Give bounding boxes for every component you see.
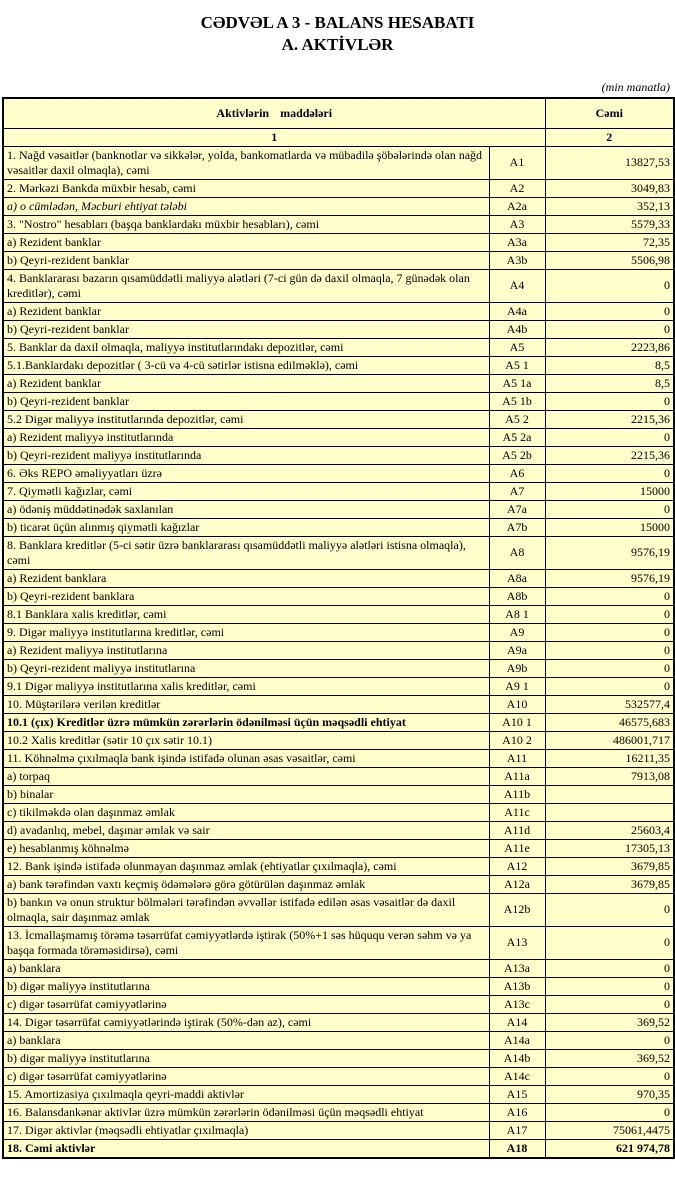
row-label-cell: 2. Mərkəzi Bankda müxbir hesab, cəmi [3,179,489,197]
row-value-cell: 0 [545,1067,674,1085]
row-label-cell: a) Rezident maliyyə institutlarına [3,641,489,659]
row-code-cell: A11c [489,803,545,821]
row-code-cell: A12a [489,875,545,893]
row-code-cell: A2 [489,179,545,197]
row-code-cell: A8 [489,536,545,569]
table-row [3,1049,674,1067]
table-row [3,302,674,320]
row-label-cell: a) torpaq [3,767,489,785]
table-row [3,1013,674,1031]
row-code-cell: A14 [489,1013,545,1031]
row-label-cell: 6. Əks REPO əməliyyatları üzrə [3,464,489,482]
table-row [3,320,674,338]
column-number-2: 2 [545,128,674,146]
row-code-cell: A13a [489,959,545,977]
row-code-cell: A9 [489,623,545,641]
table-row [3,695,674,713]
row-value-cell: 2223,86 [545,338,674,356]
row-label-cell: d) avadanlıq, mebel, daşınar əmlak və sair [3,821,489,839]
row-code-cell: A5 2a [489,428,545,446]
row-code-cell: A13b [489,977,545,995]
table-row [3,392,674,410]
row-value-cell: 9576,19 [545,569,674,587]
row-label-cell: c) digər təsərrüfat cəmiyyətlərinə [3,995,489,1013]
row-value-cell: 0 [545,926,674,959]
row-value-cell: 0 [545,659,674,677]
row-label-cell: 3. "Nostro" hesabları (başqa banklardakı müxbir hesabları), cəmi [3,215,489,233]
row-code-cell: A2a [489,197,545,215]
row-label-cell: 12. Bank işində istifadə olunmayan daşınmaz əmlak (ehtiyatlar çıxılmaqla), cəmi [3,857,489,875]
row-label-cell: 15. Amortizasiya çıxılmaqla qeyri-maddi aktivlər [3,1085,489,1103]
row-value-cell: 369,52 [545,1049,674,1067]
row-value-cell: 5506,98 [545,251,674,269]
row-code-cell: A13 [489,926,545,959]
row-value-cell: 0 [545,623,674,641]
row-label-cell: a) banklara [3,959,489,977]
row-code-cell: A8 1 [489,605,545,623]
row-label-cell: a) bank tərəfindən vaxtı keçmiş ödəmələrə görə götürülən daşınmaz əmlak [3,875,489,893]
table-row [3,623,674,641]
row-code-cell: A4a [489,302,545,320]
row-value-cell: 0 [545,959,674,977]
row-value-cell: 3049,83 [545,179,674,197]
row-value-cell: 970,35 [545,1085,674,1103]
row-label-cell: a) banklara [3,1031,489,1049]
row-label-cell: a) o cümlədən, Məcburi ehtiyat tələbi [3,197,489,215]
table-row [3,641,674,659]
row-label-cell: b) digər maliyyə institutlarına [3,977,489,995]
row-value-cell: 3679,85 [545,875,674,893]
table-row [3,803,674,821]
row-label-cell: a) Rezident banklar [3,302,489,320]
row-value-cell: 8,5 [545,374,674,392]
row-label-cell: b) binalar [3,785,489,803]
row-code-cell: A5 1 [489,356,545,374]
table-head [3,98,674,146]
row-value-cell: 486001,717 [545,731,674,749]
row-value-cell: 0 [545,995,674,1013]
row-label-cell: 13. İcmallaşmamış törəmə təsərrüfat cəmiyyətlərdə iştirak (50%+1 səs hüququ verən səhm və ya başqa formada törəməsidirsə), cəmi [3,926,489,959]
row-code-cell: A18 [489,1139,545,1158]
row-code-cell: A11a [489,767,545,785]
table-row [3,482,674,500]
row-value-cell: 25603,4 [545,821,674,839]
row-code-cell: A11b [489,785,545,803]
row-label-cell: 5. Banklar da daxil olmaqla, maliyyə institutlarındakı depozitlər, cəmi [3,338,489,356]
row-label-cell: a) Rezident banklar [3,233,489,251]
row-value-cell: 0 [545,500,674,518]
items-column-header: Aktivlərin maddələri [3,98,545,128]
table-row [3,1121,674,1139]
row-code-cell: A14c [489,1067,545,1085]
row-code-cell: A9b [489,659,545,677]
row-label-cell: b) bankın və onun struktur bölmələri tərəfindən əvvəllər istifadə edilən əsas vəsaitlər də daxil olmaqla, sair daşınmaz əmlak [3,893,489,926]
row-label-cell: b) Qeyri-rezident banklar [3,251,489,269]
row-label-cell: b) Qeyri-rezident banklar [3,320,489,338]
row-label-cell: 4. Banklararası bazarın qısamüddətli maliyyə alətləri (7-ci gün də daxil olmaqla, 7 günədək olan kreditlər), cəmi [3,269,489,302]
row-code-cell: A3 [489,215,545,233]
row-label-cell: e) hesablanmış köhnəlmə [3,839,489,857]
row-code-cell: A7b [489,518,545,536]
row-value-cell: 0 [545,641,674,659]
row-label-cell: a) Rezident banklar [3,374,489,392]
row-label-cell: 8. Banklara kreditlər (5-ci sətir üzrə banklararası qısamüddətli maliyyə alətləri istisna olmaqla), cəmi [3,536,489,569]
table-row [3,875,674,893]
row-value-cell: 2215,36 [545,446,674,464]
row-code-cell: A10 1 [489,713,545,731]
row-value-cell: 0 [545,302,674,320]
page-title [2,12,673,56]
row-value-cell: 15000 [545,482,674,500]
row-value-cell: 0 [545,677,674,695]
row-code-cell: A6 [489,464,545,482]
row-value-cell: 0 [545,1031,674,1049]
title-line-1: CƏDVƏL A 3 - BALANS HESABATI [200,13,475,32]
row-label-cell: b) Qeyri-rezident banklar [3,392,489,410]
table-row [3,356,674,374]
table-row [3,410,674,428]
row-value-cell: 75061,4475 [545,1121,674,1139]
table-row [3,179,674,197]
row-value-cell [545,785,674,803]
row-code-cell: A1 [489,146,545,179]
row-code-cell: A12b [489,893,545,926]
assets-table [2,97,675,1159]
table-row [3,1085,674,1103]
row-label-cell: c) digər təsərrüfat cəmiyyətlərinə [3,1067,489,1085]
column-number-row [3,128,674,146]
table-row [3,677,674,695]
table-row [3,767,674,785]
table-row [3,839,674,857]
row-label-cell: b) digər maliyyə institutlarına [3,1049,489,1067]
row-code-cell: A7a [489,500,545,518]
row-label-cell: 14. Digər təsərrüfat cəmiyyətlərində iştirak (50%-dən az), cəmi [3,1013,489,1031]
row-value-cell: 0 [545,320,674,338]
row-value-cell: 46575,683 [545,713,674,731]
table-row [3,269,674,302]
units-note: (min manatla) [601,80,670,95]
row-label-cell: 11. Köhnəlmə çıxılmaqla bank işində istifadə olunan əsas vəsaitlər, cəmi [3,749,489,767]
row-code-cell: A15 [489,1085,545,1103]
row-value-cell: 2215,36 [545,410,674,428]
column-number-1: 1 [3,128,545,146]
row-label-cell: b) Qeyri-rezident maliyyə institutlarında [3,446,489,464]
row-value-cell: 0 [545,893,674,926]
row-value-cell: 0 [545,428,674,446]
row-value-cell: 0 [545,605,674,623]
table-row [3,428,674,446]
row-label-cell: 10.1 (çıx) Kreditlər üzrə mümkün zərərlərin ödənilməsi üçün məqsədli ehtiyat [3,713,489,731]
row-label-cell: 18. Cəmi aktivlər [3,1139,489,1158]
row-value-cell: 72,35 [545,233,674,251]
row-value-cell: 9576,19 [545,536,674,569]
row-value-cell: 5579,33 [545,215,674,233]
row-code-cell: A8a [489,569,545,587]
row-code-cell: A9 1 [489,677,545,695]
row-label-cell: 7. Qiymətli kağızlar, cəmi [3,482,489,500]
table-row [3,977,674,995]
row-label-cell: 10. Müştərilərə verilən kreditlər [3,695,489,713]
row-code-cell: A4b [489,320,545,338]
row-label-cell: 17. Digər aktivlər (məqsədli ehtiyatlar çıxılmaqla) [3,1121,489,1139]
table-row [3,464,674,482]
table-row [3,233,674,251]
row-code-cell: A16 [489,1103,545,1121]
table-row [3,518,674,536]
table-row [3,857,674,875]
row-code-cell: A4 [489,269,545,302]
row-code-cell: A7 [489,482,545,500]
title-line-2: A. AKTİVLƏR [281,35,394,55]
table-row [3,197,674,215]
row-label-cell: a) Rezident maliyyə institutlarında [3,428,489,446]
table-row [3,374,674,392]
table-row [3,1139,674,1158]
row-value-cell: 369,52 [545,1013,674,1031]
row-code-cell: A8b [489,587,545,605]
row-code-cell: A5 1b [489,392,545,410]
table-row [3,821,674,839]
table-row [3,995,674,1013]
table-row [3,569,674,587]
table-row [3,1103,674,1121]
table-row [3,926,674,959]
row-code-cell: A5 2 [489,410,545,428]
row-value-cell: 0 [545,269,674,302]
row-value-cell: 8,5 [545,356,674,374]
table-row [3,785,674,803]
row-label-cell: 9. Digər maliyyə institutlarına kreditlər, cəmi [3,623,489,641]
row-value-cell: 17305,13 [545,839,674,857]
row-label-cell: 1. Nağd vəsaitlər (banknotlar və sikkələr, yolda, bankomatlarda və mübadilə şöbələrində olan nağd vəsaitlər daxil olmaqla), cəmi [3,146,489,179]
row-label-cell: 5.1.Banklardakı depozitlər ( 3-cü və 4-cü sətirlər istisna edilməklə), cəmi [3,356,489,374]
row-code-cell: A12 [489,857,545,875]
table-row [3,500,674,518]
row-label-cell: a) Rezident banklara [3,569,489,587]
row-code-cell: A14a [489,1031,545,1049]
table-row [3,1031,674,1049]
table-row [3,251,674,269]
row-code-cell: A5 1a [489,374,545,392]
row-value-cell: 0 [545,392,674,410]
row-code-cell: A9a [489,641,545,659]
row-value-cell: 3679,85 [545,857,674,875]
table-row [3,959,674,977]
row-code-cell: A3b [489,251,545,269]
table-row [3,536,674,569]
total-column-header: Cəmi [545,98,674,128]
row-value-cell: 13827,53 [545,146,674,179]
row-code-cell: A10 2 [489,731,545,749]
row-label-cell: b) Qeyri-rezident banklara [3,587,489,605]
row-code-cell: A5 2b [489,446,545,464]
row-label-cell: b) ticarət üçün alınmış qiymətli kağızlar [3,518,489,536]
row-code-cell: A10 [489,695,545,713]
table-row [3,749,674,767]
table-row [3,605,674,623]
row-value-cell: 0 [545,977,674,995]
table-header-row [3,98,674,128]
table-row [3,659,674,677]
table-row [3,1067,674,1085]
row-label-cell: 9.1 Digər maliyyə institutlarına xalis kreditlər, cəmi [3,677,489,695]
row-code-cell: A13c [489,995,545,1013]
row-label-cell: 10.2 Xalis kreditlər (sətir 10 çıx sətir 10.1) [3,731,489,749]
table-row [3,215,674,233]
table-row [3,893,674,926]
row-value-cell: 621 974,78 [545,1139,674,1158]
table-row [3,338,674,356]
row-value-cell: 16211,35 [545,749,674,767]
row-value-cell: 0 [545,464,674,482]
table-body [3,146,674,1158]
row-code-cell: A5 [489,338,545,356]
row-value-cell: 352,13 [545,197,674,215]
row-code-cell: A17 [489,1121,545,1139]
row-value-cell: 0 [545,587,674,605]
table-row [3,146,674,179]
row-value-cell: 532577,4 [545,695,674,713]
row-label-cell: 8.1 Banklara xalis kreditlər, cəmi [3,605,489,623]
table-row [3,587,674,605]
row-value-cell [545,803,674,821]
row-code-cell: A11d [489,821,545,839]
row-code-cell: A14b [489,1049,545,1067]
row-label-cell: a) ödəniş müddətinədək saxlanılan [3,500,489,518]
table-row [3,731,674,749]
row-value-cell: 7913,08 [545,767,674,785]
row-value-cell: 0 [545,1103,674,1121]
row-code-cell: A11 [489,749,545,767]
table-row [3,713,674,731]
row-code-cell: A11e [489,839,545,857]
row-label-cell: c) tikilməkdə olan daşınmaz əmlak [3,803,489,821]
row-label-cell: 5.2 Digər maliyyə institutlarında depozitlər, cəmi [3,410,489,428]
row-label-cell: b) Qeyri-rezident maliyyə institutlarına [3,659,489,677]
row-value-cell: 15000 [545,518,674,536]
table-row [3,446,674,464]
row-code-cell: A3a [489,233,545,251]
row-label-cell: 16. Balansdankənar aktivlər üzrə mümkün zərərlərin ödənilməsi üçün məqsədli ehtiyat [3,1103,489,1121]
